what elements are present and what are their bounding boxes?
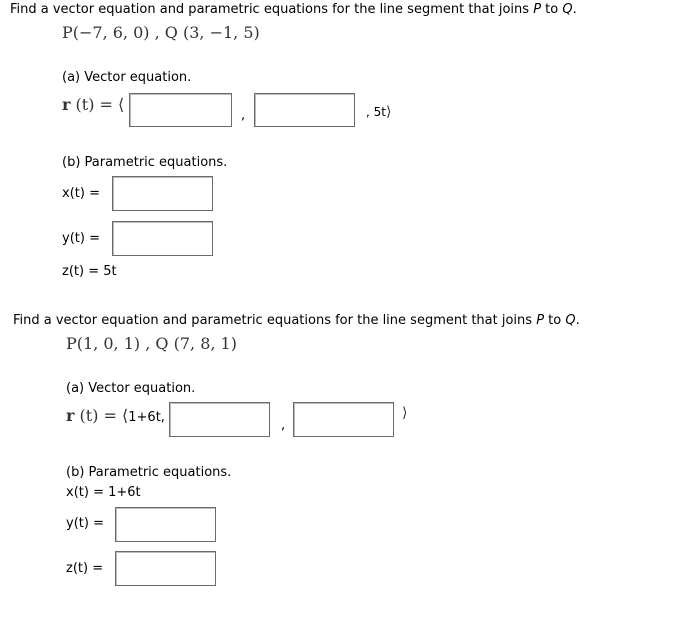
problem1-vector-component-1-input[interactable] <box>129 93 232 127</box>
problem2-r-lhs: r (t) = ⟨1+6t, <box>66 406 165 425</box>
problem1-prompt: Find a vector equation and parametric equations for the line segment that joins P to Q. <box>10 2 577 17</box>
problem2-prompt: Find a vector equation and parametric equations for the line segment that joins P to Q. <box>13 313 580 328</box>
problem2-points: P(1, 0, 1) , Q (7, 8, 1) <box>66 334 237 353</box>
problem1-last-component: , 5t⟩ <box>366 104 392 120</box>
problem1-part-a-label: (a) Vector equation. <box>62 70 192 85</box>
point-p-label: P <box>533 2 542 17</box>
point-q-label: Q <box>562 2 573 17</box>
problem2-y-input[interactable] <box>115 507 216 542</box>
problem2-part-a-label: (a) Vector equation. <box>66 381 196 396</box>
problem2-y-label: y(t) = <box>66 516 104 531</box>
problem1-vector-component-2-input[interactable] <box>254 93 355 127</box>
problem2-z-label: z(t) = <box>66 561 104 576</box>
problem2-vector-component-2-input[interactable] <box>169 402 270 437</box>
problem2-vector-component-3-input[interactable] <box>293 402 394 437</box>
problem1-comma-1: , <box>241 108 246 123</box>
problem2-close-bracket: ⟩ <box>402 405 408 421</box>
problem2-z-input[interactable] <box>115 551 216 586</box>
problem1-r-lhs: r (t) = ⟨ <box>62 95 125 114</box>
point-p-label: P <box>536 313 545 328</box>
problem1-x-label: x(t) = <box>62 186 100 201</box>
problem1-points: P(−7, 6, 0) , Q (3, −1, 5) <box>62 23 260 42</box>
problem1-part-b-label: (b) Parametric equations. <box>62 155 228 170</box>
problem1-z-text: z(t) = 5t <box>62 264 117 279</box>
problem1-x-input[interactable] <box>112 176 213 211</box>
point-q-label: Q <box>565 313 576 328</box>
problem2-x-text: x(t) = 1+6t <box>66 485 141 500</box>
problem2-part-b-label: (b) Parametric equations. <box>66 465 232 480</box>
problem1-y-label: y(t) = <box>62 231 100 246</box>
problem1-y-input[interactable] <box>112 221 213 256</box>
problem2-comma: , <box>281 418 286 433</box>
